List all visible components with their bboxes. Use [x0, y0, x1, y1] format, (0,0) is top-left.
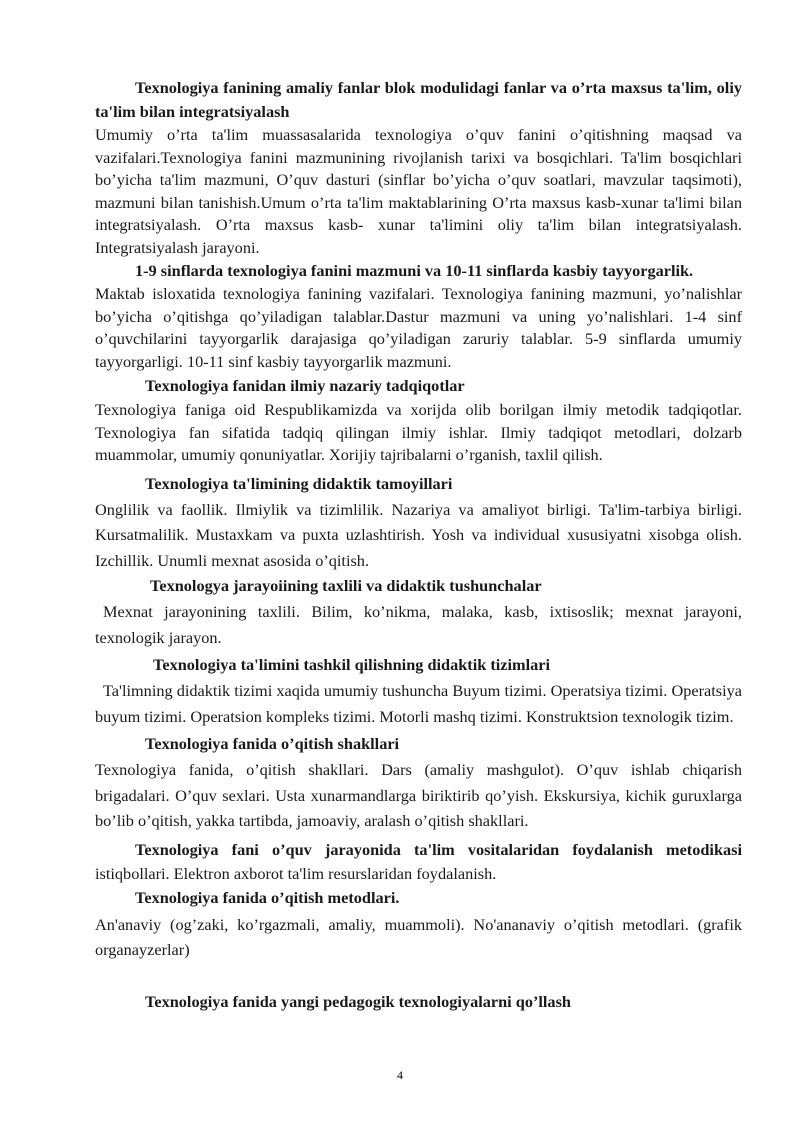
section-heading-10: Texnologiya fanida yangi pedagogik texnologiyalarni qo’llash: [145, 991, 571, 1011]
section-heading-6: Texnologiya ta'limini tashkil qilishning didaktik tizimlari: [153, 655, 551, 674]
page-number: 4: [397, 1068, 403, 1082]
section-8-paragraph: [95, 838, 742, 886]
section-body-5: Mexnat jarayonining taxlili. Bilim, ko’nikma, malaka, kasb, ixtisoslik; mexnat jarayoni, texnologik jarayon.: [95, 602, 742, 647]
section-body-6: Ta'limning didaktik tizimi xaqida umumiy tushuncha Buyum tizimi. Operatsiya tizimi. Operatsiya buyum tizimi. Operatsion kompleks tizimi. Motorli mashq tizimi. Konstruktsion texnologik tizim.: [95, 681, 742, 726]
section-body-4: Onglilik va faollik. Ilmiylik va tizimlilik. Nazariya va amaliyot birligi. Ta'lim-tarbiya birligi. Kursatmalilik. Mustaxkam va puxta uzlashtirish. Yosh va individual xususiyatni xisobga olish. Izchillik. Unumli mexnat asosida o’qitish.: [95, 499, 742, 570]
section-heading-8: Texnologiya fani o’quv jarayonida ta'lim vositalaridan foydalanish metodikasi: [135, 839, 742, 859]
section-heading-7: Texnologiya fanida o’qitish shakllari: [145, 734, 400, 753]
section-body-7: Texnologiya fanida, o’qitish shakllari. Dars (amaliy mashgulot). O’quv ishlab chiqarish brigadalari. O’quv sexlari. Usta xunarmandlarga biriktirib qo’yish. Ekskursiya, kichik guruxlarga bo’lib o’qitish, yakka tartibda, jamoaviy, aralash o’qitish shakllari.: [95, 760, 742, 830]
section-heading-9: Texnologiya fanida o’qitish metodlari.: [135, 887, 400, 907]
section-heading-5: Texnologya jarayoiining taxlili va didaktik tushunchalar: [150, 576, 542, 595]
section-body-9: An'anaviy (og’zaki, ko’rgazmali, amaliy, muammoli). No'ananaviy o’qitish metodlari. (grafik organayzerlar): [95, 914, 742, 959]
section-body-2: Maktab isloxatida texnologiya fanining vazifalari. Texnologiya fanining mazmuni, yo’nalishlar bo’yicha o’qitishga qo’yiladigan talablar.Dastur mazmuni va uning yo’nalishlari. 1-4 sinf o’quvchilarini tayyorgarlik darajasiga qo’yiladigan zaruriy talablar. 5-9 sinflarda umumiy tayyorgarligi. 10-11 sinf kasbiy tayyorgarlik mazmuni.: [95, 284, 742, 371]
section-body-3: Texnologiya faniga oid Respublikamizda va xorijda olib borilgan ilmiy metodik tadqiqotlar. Texnologiya fan sifatida tadqiq qilingan ilmiy ishlar. Ilmiy tadqiqot metodlari, dolzarb muammolar, umumiy qonuniyatlar. Xorijiy tajribalarni o’rganish, taxlil qilish.: [95, 400, 742, 464]
section-heading-3: Texnologiya fanidan ilmiy nazariy tadqiqotlar: [145, 376, 465, 395]
section-heading-1: Texnologiya fanining amaliy fanlar blok modulidagi fanlar va o’rta maxsus ta'lim, oliy ta'lim bilan integratsiyalash: [95, 78, 742, 121]
section-body-1: Umumiy o’rta ta'lim muassasalarida texnologiya o’quv fanini o’qitishning maqsad va vazifalari.Texnologiya fanini mazmunining rivojlanish tarixi va bosqichlari. Ta'lim bosqichlari bo’yicha ta'lim mazmuni, O’quv dasturi (sinflar bo’yicha o’quv soatlari, mavzular taqsimoti), mazmuni bilan tanishish.Umum o’rta ta'lim maktablarining O’rta maxsus kasb-xunar ta'limi bilan integratsiyalash. O’rta maxsus kasb- xunar ta'limini oliy ta'lim bilan integratsiyalash. Integratsiyalash jarayoni.: [95, 125, 742, 257]
section-heading-4: Texnologiya ta'limining didaktik tamoyillari: [145, 473, 453, 493]
section-heading-2: 1-9 sinflarda texnologiya fanini mazmuni va 10-11 sinflarda kasbiy tayyorgarlik.: [135, 261, 694, 280]
section-body-8: istiqbollari. Elektron axborot ta'lim resurslaridan foydalanish.: [95, 863, 497, 883]
